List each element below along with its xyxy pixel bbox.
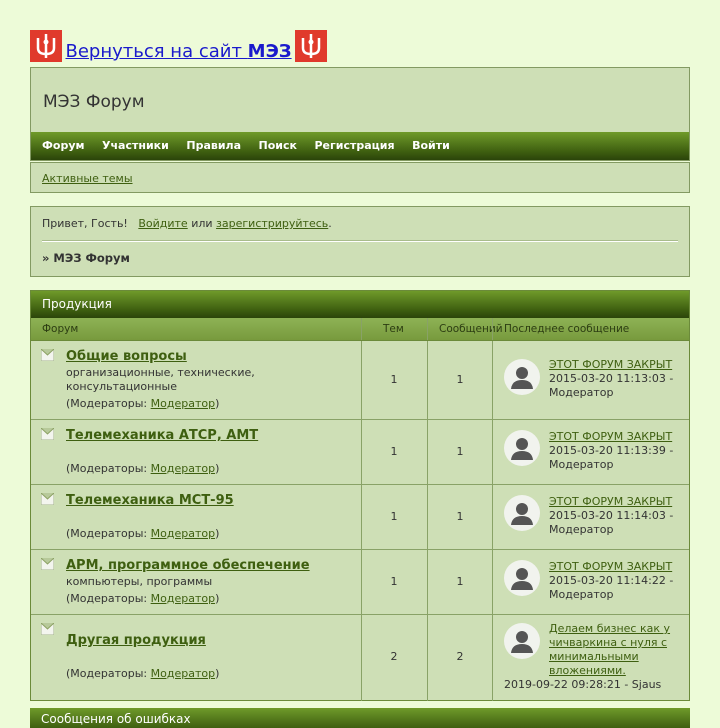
col-posts: Сообщений — [439, 323, 503, 335]
col-forum: Форум — [42, 323, 79, 335]
last-post-link[interactable]: ЭТОТ ФОРУМ ЗАКРЫТ — [549, 495, 673, 508]
login-link[interactable]: Войдите — [138, 217, 188, 230]
forum-header — [30, 67, 690, 161]
topic-count: 1 — [390, 373, 398, 386]
mod-label: (Модераторы: — [66, 527, 151, 540]
avatar — [504, 359, 540, 395]
forum-moderators — [66, 397, 219, 410]
avatar — [504, 495, 540, 531]
last-post — [549, 430, 685, 472]
post-count: 2 — [456, 650, 464, 663]
forum-row — [31, 341, 689, 420]
last-post-meta: 2015-03-20 11:13:39 - Модератор — [549, 444, 674, 471]
nav-register[interactable]: Регистрация — [314, 139, 395, 152]
moderator-link[interactable]: Модератор — [150, 397, 216, 410]
forum-moderators — [66, 527, 219, 540]
category-block — [30, 290, 690, 701]
moderator-link[interactable]: Модератор — [150, 462, 216, 475]
forum-link[interactable]: АРМ, программное обеспечение — [66, 558, 310, 573]
forum-status-icon — [41, 623, 54, 635]
mez-logo-icon-right[interactable] — [295, 30, 327, 62]
greeting-text: Привет, Гость! — [42, 217, 128, 230]
back-to-site-brand: МЭЗ — [247, 41, 292, 62]
col-topics: Тем — [383, 323, 404, 335]
last-post-link[interactable]: Делаем бизнес как у чичваркина с нуля с минимальными вложениями. — [549, 622, 671, 677]
forum-description: организационные, технические, консультационные — [66, 366, 255, 393]
forum-moderators — [66, 667, 219, 680]
last-post — [549, 560, 685, 602]
last-post-meta: 2015-03-20 11:13:03 - Модератор — [549, 372, 674, 399]
last-post-meta: 2015-03-20 11:14:22 - Модератор — [549, 574, 674, 601]
mod-end: ) — [215, 462, 220, 475]
mod-end: ) — [215, 397, 220, 410]
back-to-site-text: Вернуться на сайт — [65, 41, 248, 62]
main-nav — [31, 132, 689, 160]
forum-status-icon — [41, 428, 54, 440]
next-category-header — [30, 708, 690, 728]
topic-count: 1 — [390, 575, 398, 588]
nav-search[interactable]: Поиск — [258, 139, 297, 152]
announce-bar — [30, 162, 690, 193]
forum-description: компьютеры, программы — [66, 575, 213, 588]
forum-moderators — [66, 592, 219, 605]
col-last-post: Последнее сообщение — [504, 323, 630, 335]
mod-end: ) — [215, 527, 220, 540]
last-post-link[interactable]: ЭТОТ ФОРУМ ЗАКРЫТ — [549, 430, 673, 443]
next-category-title: Сообщения об ошибках — [41, 712, 191, 726]
column-header — [31, 318, 689, 341]
forum-link[interactable]: Общие вопросы — [66, 349, 187, 364]
avatar — [504, 623, 540, 659]
avatar — [504, 430, 540, 466]
forum-link[interactable]: Другая продукция — [66, 633, 206, 648]
mod-label: (Модераторы: — [66, 592, 151, 605]
last-post — [549, 358, 685, 400]
divider — [42, 240, 678, 242]
topic-count: 2 — [390, 650, 398, 663]
post-count: 1 — [456, 510, 464, 523]
moderator-link[interactable]: Модератор — [150, 592, 216, 605]
post-count: 1 — [456, 575, 464, 588]
nav-members[interactable]: Участники — [102, 139, 169, 152]
forum-row — [31, 550, 689, 615]
register-link[interactable]: зарегистрируйтесь — [216, 217, 329, 230]
mod-label: (Модераторы: — [66, 667, 151, 680]
last-post-link[interactable]: ЭТОТ ФОРУМ ЗАКРЫТ — [549, 358, 673, 371]
topic-count: 1 — [390, 510, 398, 523]
avatar — [504, 560, 540, 596]
breadcrumb: » МЭЗ Форум — [42, 251, 130, 265]
nav-rules[interactable]: Правила — [186, 139, 242, 152]
last-post-meta: 2019-09-22 09:28:21 - Sjaus — [504, 678, 662, 691]
nav-login[interactable]: Войти — [412, 139, 450, 152]
forum-moderators — [66, 462, 219, 475]
active-topics-link[interactable]: Активные темы — [42, 172, 133, 185]
forum-link[interactable]: Телемеханика АТСР, АМТ — [66, 428, 259, 443]
last-post — [549, 622, 685, 678]
moderator-link[interactable]: Модератор — [150, 527, 216, 540]
forum-status-icon — [41, 493, 54, 505]
mod-end: ) — [215, 667, 220, 680]
mod-label: (Модераторы: — [66, 397, 151, 410]
or-text: или — [191, 217, 213, 230]
post-count: 1 — [456, 445, 464, 458]
last-post — [549, 495, 685, 537]
welcome-line — [42, 217, 332, 230]
forum-row — [31, 615, 689, 701]
forum-status-icon — [41, 558, 54, 570]
forum-status-icon — [41, 349, 54, 361]
forum-link[interactable]: Телемеханика МСТ-95 — [66, 493, 234, 508]
mez-logo-icon[interactable] — [30, 30, 62, 62]
topic-count: 1 — [390, 445, 398, 458]
last-post-link[interactable]: ЭТОТ ФОРУМ ЗАКРЫТ — [549, 560, 673, 573]
forum-title: МЭЗ Форум — [43, 92, 145, 112]
category-title: Продукция — [31, 291, 689, 318]
post-count: 1 — [456, 373, 464, 386]
forum-row — [31, 485, 689, 550]
mod-label: (Модераторы: — [66, 462, 151, 475]
moderator-link[interactable]: Модератор — [150, 667, 216, 680]
nav-forum[interactable]: Форум — [42, 139, 85, 152]
period-text: . — [328, 217, 332, 230]
back-to-site-link[interactable] — [66, 41, 292, 62]
top-bar — [30, 30, 327, 64]
forum-row — [31, 420, 689, 485]
welcome-box — [30, 206, 690, 277]
mod-end: ) — [215, 592, 220, 605]
last-post-meta: 2015-03-20 11:14:03 - Модератор — [549, 509, 674, 536]
